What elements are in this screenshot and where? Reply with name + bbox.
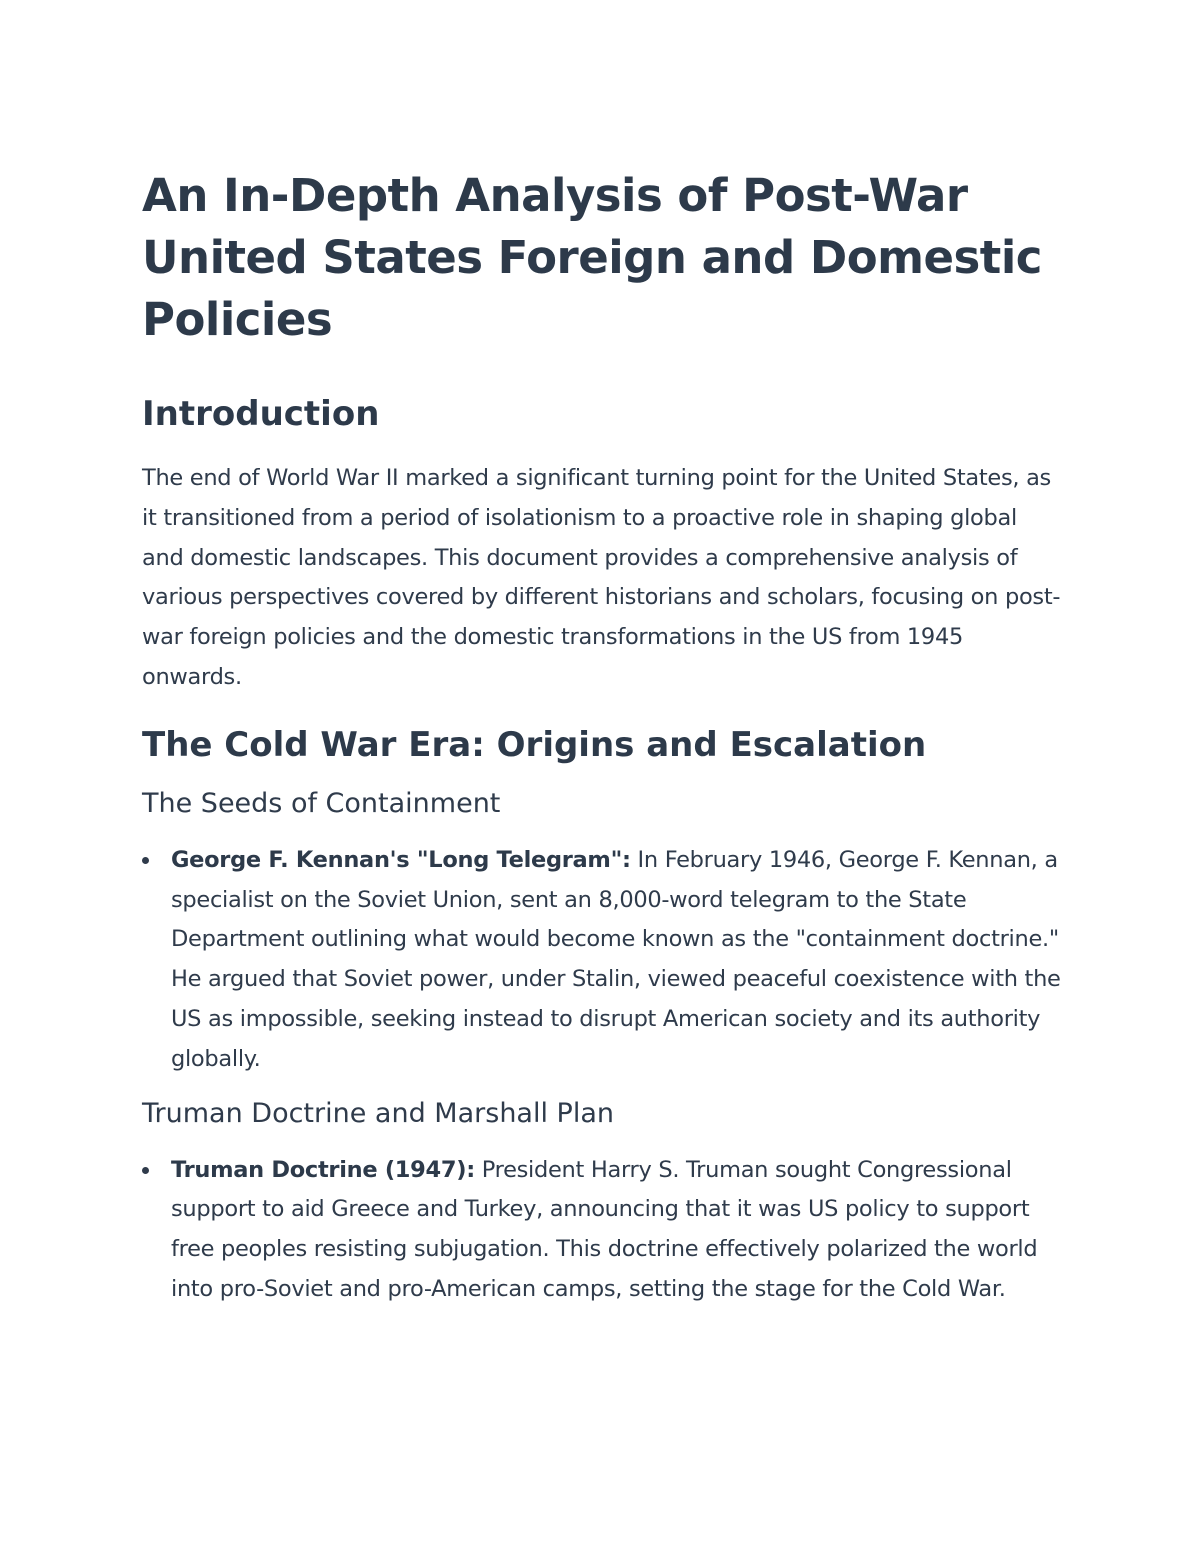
list-item-term: George F. Kennan's "Long Telegram" — [171, 846, 622, 873]
introduction-heading: Introduction — [142, 394, 380, 434]
containment-list — [142, 841, 1062, 1080]
seeds-of-containment-heading: The Seeds of Containment — [142, 787, 501, 819]
introduction-paragraph: The end of World War II marked a significant turning point for the United States, as it transitioned from a period of isolationism to a proactive role in shaping global and domestic landscapes. This document provides a comprehensive analysis of various perspectives covered by different historians and scholars, focusing on post-war foreign policies and the domestic transformations in the US from 1945 onwards. — [142, 465, 1061, 690]
list-item — [142, 1151, 1062, 1310]
truman-marshall-heading: Truman Doctrine and Marshall Plan — [142, 1097, 614, 1129]
list-item-separator: : — [622, 846, 631, 873]
list-item — [142, 841, 1062, 1080]
cold-war-heading: The Cold War Era: Origins and Escalation — [142, 724, 927, 765]
document-page — [142, 165, 1062, 1310]
bullet-icon — [142, 857, 149, 864]
list-item-text: President Harry S. Truman sought Congressional support to aid Greece and Turkey, announcing that it was US policy to support free peoples resisting subjugation. This doctrine effectively polarized the world into pro-Soviet and pro-American camps, setting the stage for the Cold War. — [171, 1156, 1038, 1302]
bullet-icon — [142, 1167, 149, 1174]
document-title: An In-Depth Analysis of Post-War United States Foreign and Domestic Policies — [142, 169, 1042, 346]
truman-list — [142, 1151, 1062, 1310]
list-item-text: In February 1946, George F. Kennan, a specialist on the Soviet Union, sent an 8,000-word telegram to the State Department outlining what would become known as the "containment doctrine." He argued that Soviet power, under Stalin, viewed peaceful coexistence with the US as impossible, seeking instead to disrupt American society and its authority globally. — [171, 846, 1061, 1072]
list-item-term: Truman Doctrine (1947): — [171, 1156, 475, 1183]
